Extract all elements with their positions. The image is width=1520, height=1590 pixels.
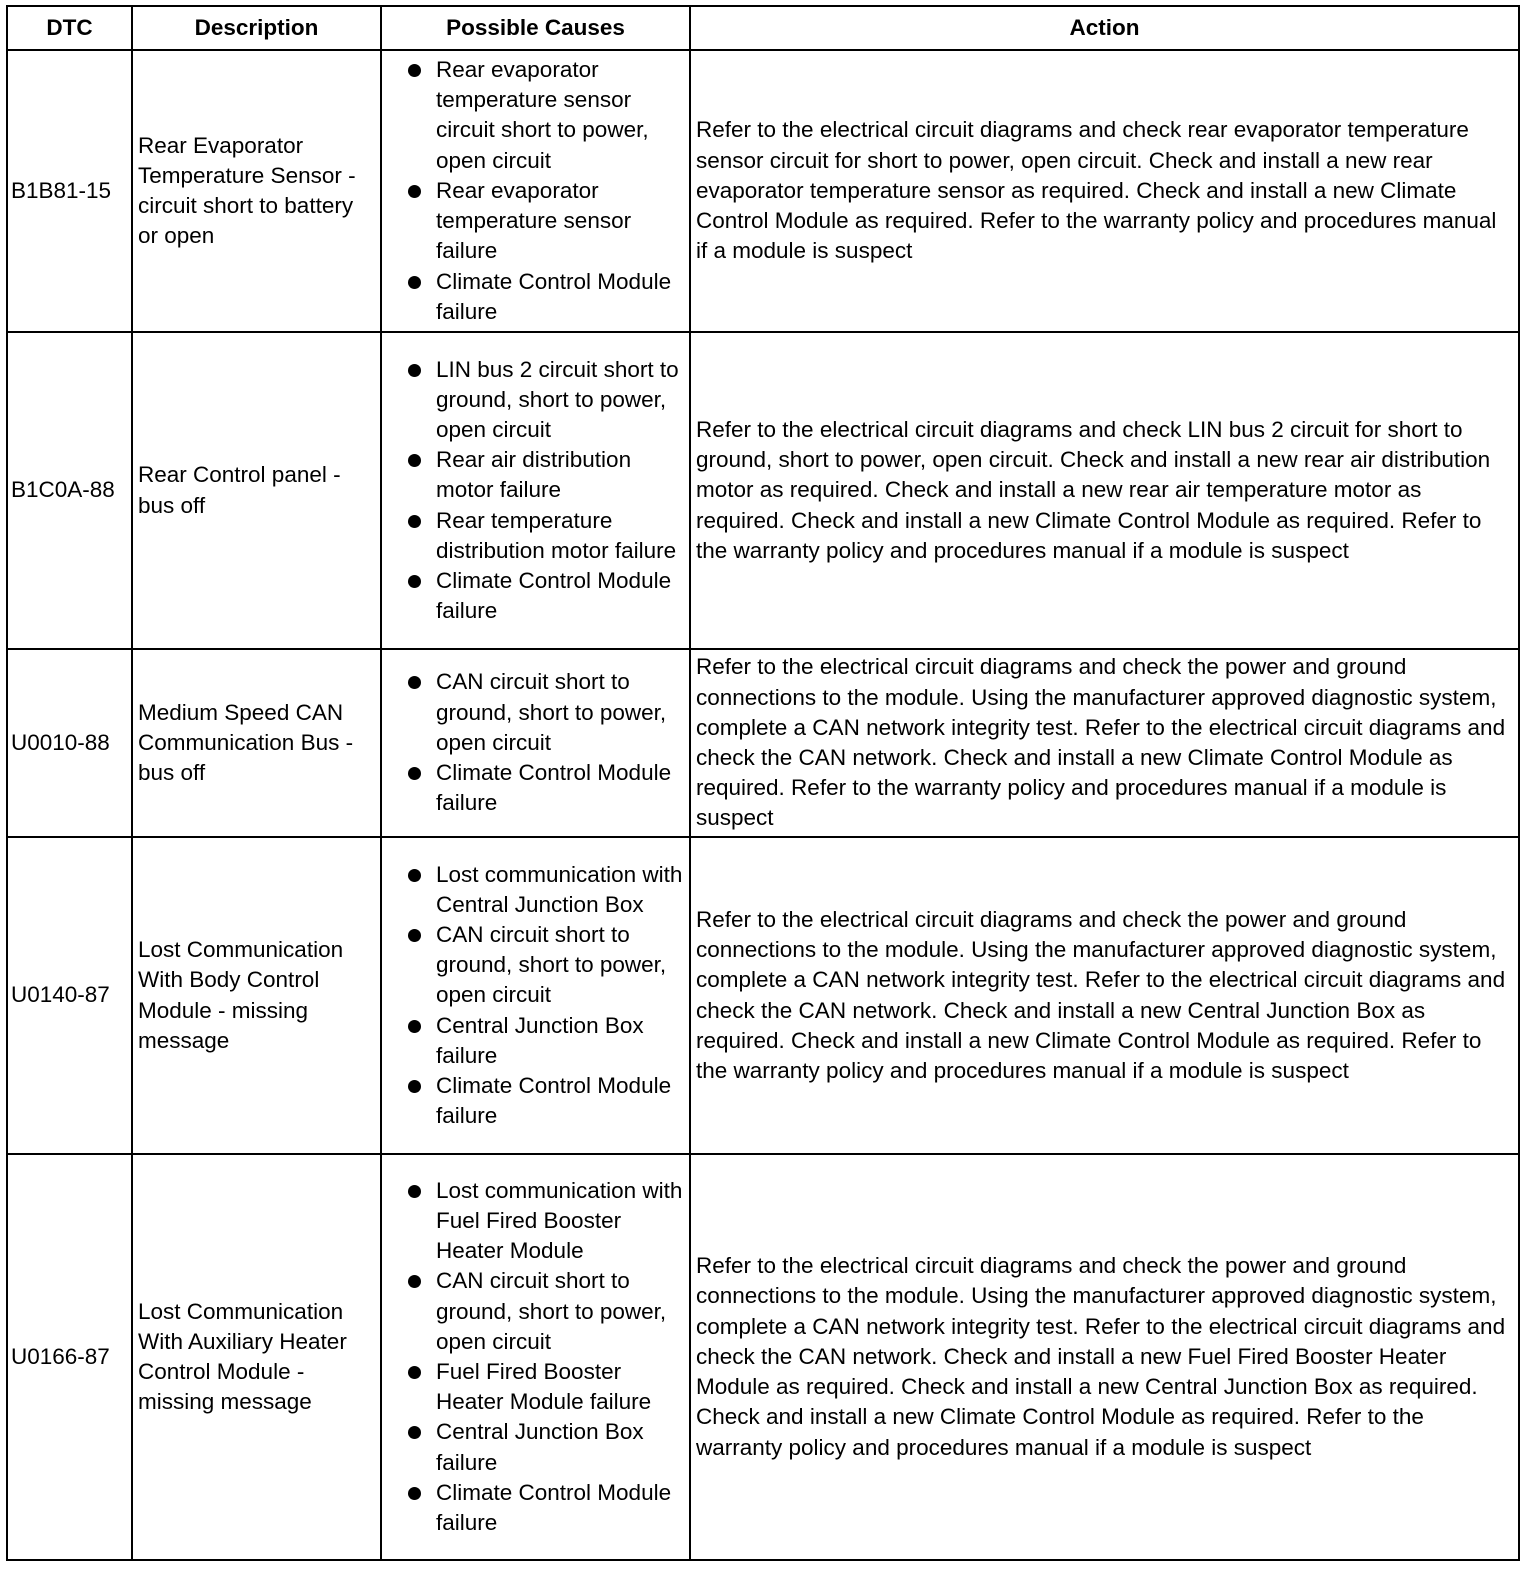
dtc-description: Rear Evaporator Temperature Sensor - circuit short to battery or open [132, 50, 381, 332]
dtc-action: Refer to the electrical circuit diagrams and check rear evaporator temperature sensor circuit for short to power, open circuit. Check and install a new rear evaporator temperature sensor as required. Check and install a new Climate Control Module as required. Refer to the warranty policy and procedures manual if a module is suspect [690, 50, 1519, 332]
dtc-description: Lost Communication With Body Control Module - missing message [132, 837, 381, 1154]
possible-causes-cell [381, 1154, 690, 1560]
cause-item: CAN circuit short to ground, short to power, open circuit [436, 920, 684, 1011]
cause-item: Central Junction Box failure [436, 1417, 684, 1477]
dtc-action: Refer to the electrical circuit diagrams and check LIN bus 2 circuit for short to ground, short to power, open circuit. Check and install a new rear air distribution motor as required. Check and install a new rear air temperature motor as required. Check and install a new Climate Control Module as required. Refer to the warranty policy and procedures manual if a module is suspect [690, 332, 1519, 649]
dtc-action: Refer to the electrical circuit diagrams and check the power and ground connections to the module. Using the manufacturer approved diagnostic system, complete a CAN network integrity test. Refer to the electrical circuit diagrams and check the CAN network. Check and install a new Central Junction Box as required. Check and install a new Climate Control Module as required. Refer to the warranty policy and procedures manual if a module is suspect [690, 837, 1519, 1154]
cause-item: Rear evaporator temperature sensor circuit short to power, open circuit [436, 55, 684, 176]
dtc-code: U0010-88 [7, 649, 132, 837]
cause-item: Rear temperature distribution motor failure [436, 506, 684, 566]
causes-list [387, 55, 684, 327]
cause-item: Climate Control Module failure [436, 1478, 684, 1538]
table-row [7, 649, 1519, 837]
cause-item: Lost communication with Fuel Fired Booster Heater Module [436, 1176, 684, 1267]
causes-list [387, 1176, 684, 1538]
dtc-code: U0166-87 [7, 1154, 132, 1560]
table-row [7, 50, 1519, 332]
cause-item: CAN circuit short to ground, short to power, open circuit [436, 667, 684, 758]
dtc-description: Lost Communication With Auxiliary Heater Control Module - missing message [132, 1154, 381, 1560]
header-possible-causes: Possible Causes [381, 6, 690, 50]
table-header-row [7, 6, 1519, 50]
dtc-code: B1B81-15 [7, 50, 132, 332]
cause-item: Rear evaporator temperature sensor failure [436, 176, 684, 267]
cause-item: Central Junction Box failure [436, 1011, 684, 1071]
cause-item: CAN circuit short to ground, short to power, open circuit [436, 1266, 684, 1357]
causes-list [387, 667, 684, 818]
causes-list [387, 355, 684, 627]
possible-causes-cell [381, 649, 690, 837]
cause-item: Fuel Fired Booster Heater Module failure [436, 1357, 684, 1417]
dtc-document [6, 5, 1520, 1561]
table-row [7, 1154, 1519, 1560]
dtc-action: Refer to the electrical circuit diagrams and check the power and ground connections to the module. Using the manufacturer approved diagnostic system, complete a CAN network integrity test. Refer to the electrical circuit diagrams and check the CAN network. Check and install a new Fuel Fired Booster Heater Module as required. Check and install a new Central Junction Box as required. Check and install a new Climate Control Module as required. Refer to the warranty policy and procedures manual if a module is suspect [690, 1154, 1519, 1560]
cause-item: Climate Control Module failure [436, 566, 684, 626]
causes-list [387, 860, 684, 1132]
dtc-description: Medium Speed CAN Communication Bus - bus off [132, 649, 381, 837]
dtc-description: Rear Control panel - bus off [132, 332, 381, 649]
cause-item: LIN bus 2 circuit short to ground, short to power, open circuit [436, 355, 684, 446]
cause-item: Lost communication with Central Junction Box [436, 860, 684, 920]
dtc-code: U0140-87 [7, 837, 132, 1154]
possible-causes-cell [381, 332, 690, 649]
cause-item: Climate Control Module failure [436, 1071, 684, 1131]
header-action: Action [690, 6, 1519, 50]
dtc-table [6, 5, 1520, 1561]
possible-causes-cell [381, 50, 690, 332]
table-row [7, 332, 1519, 649]
cause-item: Climate Control Module failure [436, 758, 684, 818]
header-description: Description [132, 6, 381, 50]
cause-item: Rear air distribution motor failure [436, 445, 684, 505]
cause-item: Climate Control Module failure [436, 267, 684, 327]
header-dtc: DTC [7, 6, 132, 50]
dtc-action: Refer to the electrical circuit diagrams and check the power and ground connections to the module. Using the manufacturer approved diagnostic system, complete a CAN network integrity test. Refer to the electrical circuit diagrams and check the CAN network. Check and install a new Climate Control Module as required. Refer to the warranty policy and procedures manual if a module is suspect [690, 649, 1519, 837]
dtc-code: B1C0A-88 [7, 332, 132, 649]
possible-causes-cell [381, 837, 690, 1154]
table-row [7, 837, 1519, 1154]
